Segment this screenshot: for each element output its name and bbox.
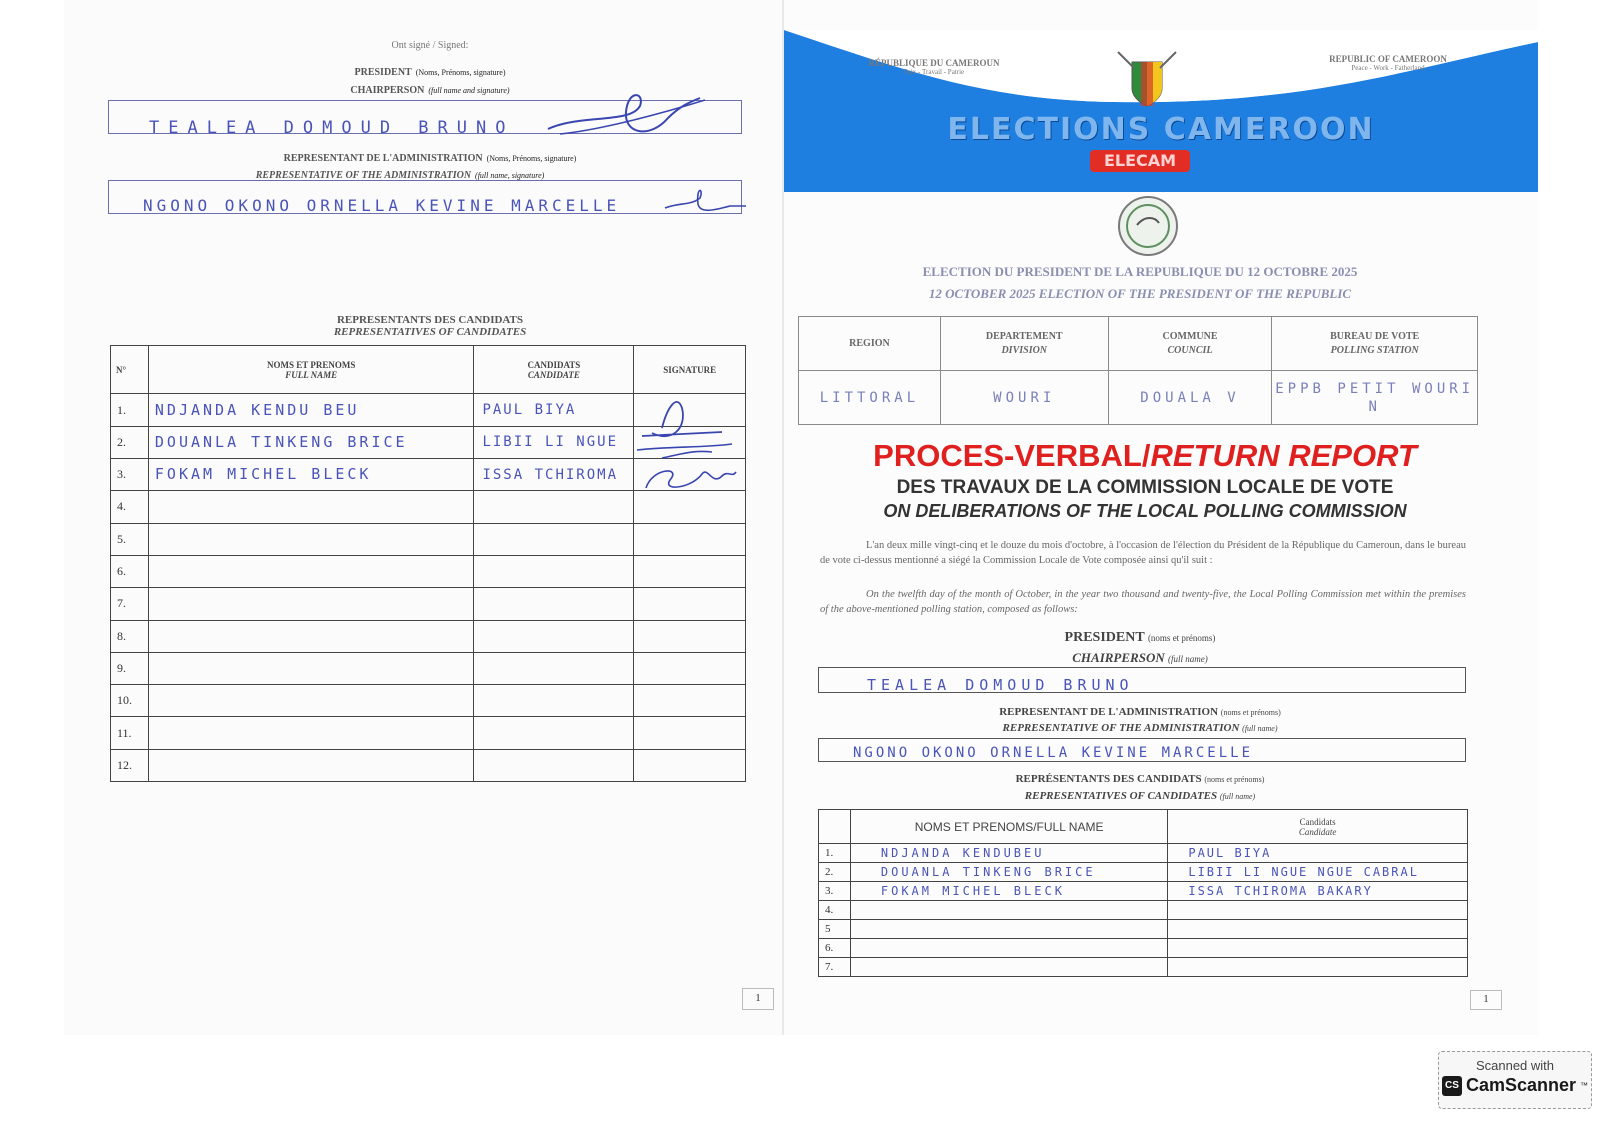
- location-header-en: DIVISION: [1001, 344, 1048, 356]
- row-number: 7.: [819, 958, 851, 977]
- watermark-line1: Scanned with: [1475, 1058, 1555, 1073]
- representative-name: [148, 555, 474, 587]
- right-th-cand-en: Candidate: [1298, 826, 1337, 837]
- org-name: ELECTIONS CAMEROON: [947, 112, 1375, 147]
- candidate-name-text: [474, 499, 482, 515]
- right-reps-fr: REPRÉSENTANTS DES CANDIDATS: [1015, 773, 1202, 785]
- header-left-motto: Paix - Travail - Patrie: [903, 68, 965, 76]
- intro-paragraph-fr: L'an deux mille vingt-cinq et le douze du mois d'octobre, à l'occasion de l'élection du Président de la République du Cameroun, dans le bureau de vote ci-dessus mentionné a siégé la Commission Locale de Vote composée ainsi qu'il suit :: [820, 540, 1466, 566]
- left-admin-fr-note: (Noms, Prénoms, signature): [486, 154, 577, 163]
- row-number: 2.: [111, 426, 149, 458]
- camscanner-watermark: [1438, 1051, 1592, 1109]
- table-row: [819, 939, 1468, 958]
- candidate-name-text: LIBII LI NGUE NGUE CABRAL: [1188, 865, 1419, 879]
- left-admin-en: REPRESENTATIVE OF THE ADMINISTRATION: [255, 170, 472, 181]
- representative-name: [148, 620, 474, 652]
- representative-name: [148, 394, 474, 426]
- candidate-name: [1168, 844, 1468, 863]
- row-number: 4.: [111, 491, 149, 523]
- row-number: 5: [819, 920, 851, 939]
- right-admin-en: REPRESENTATIVE OF THE ADMINISTRATION: [1002, 722, 1240, 734]
- table-row: [111, 652, 746, 684]
- table-row: [111, 523, 746, 555]
- left-th-name: [148, 346, 474, 394]
- right-th-name: NOMS ET PRENOMS/FULL NAME: [850, 810, 1167, 844]
- president-signature-icon: [540, 84, 710, 144]
- left-president-fr-note: (Noms, Prénoms, signature): [415, 68, 506, 77]
- signature-cell: [634, 717, 746, 749]
- org-acronym: ELECAM: [1090, 150, 1190, 172]
- candidate-name: [474, 620, 634, 652]
- left-th-num: N°: [111, 346, 149, 394]
- signature-cell: [634, 588, 746, 620]
- representative-name: [148, 652, 474, 684]
- location-header-row: [799, 317, 1478, 371]
- report-subtitle-fr: DES TRAVAUX DE LA COMMISSION LOCALE DE VOTE: [896, 477, 1394, 498]
- representative-name-text: [851, 903, 881, 917]
- right-th-candidate: [1168, 810, 1468, 844]
- candidate-name: [474, 685, 634, 717]
- left-president-name: TEALEA DOMOUD BRUNO: [149, 118, 515, 138]
- representative-name-text: [851, 960, 881, 974]
- left-admin-name: NGONO OKONO ORNELLA KEVINE MARCELLE: [143, 196, 621, 215]
- representative-name: [850, 863, 1167, 882]
- row-number: 6.: [111, 555, 149, 587]
- election-title-fr: ELECTION DU PRESIDENT DE LA REPUBLIQUE DU 12 OCTOBRE 2025: [922, 264, 1358, 279]
- election-title-en: 12 OCTOBER 2025 ELECTION OF THE PRESIDENT OF THE REPUBLIC: [928, 286, 1352, 301]
- table-row: [111, 685, 746, 717]
- table-row: [111, 717, 746, 749]
- candidate-name: [474, 426, 634, 458]
- location-header: [1108, 317, 1272, 371]
- representative-name: [850, 901, 1167, 920]
- right-reps-heading: [840, 773, 1440, 785]
- row-number: 8.: [111, 620, 149, 652]
- location-value-text: DOUALA V: [1140, 389, 1240, 406]
- representative-name: [148, 749, 474, 781]
- table-row: [819, 958, 1468, 977]
- location-header-fr: REGION: [849, 337, 890, 349]
- header-right-block: [1298, 54, 1478, 72]
- location-header: [1272, 317, 1478, 371]
- candidate-name-text: [474, 725, 482, 741]
- right-admin-name: NGONO OKONO ORNELLA KEVINE MARCELLE: [853, 745, 1254, 761]
- table-row: [819, 920, 1468, 939]
- left-reps-title: [230, 314, 630, 338]
- row-number: 6.: [819, 939, 851, 958]
- right-reps-en: REPRESENTATIVES OF CANDIDATES: [1024, 790, 1218, 802]
- signed-label: Ont signé / Signed:: [391, 40, 469, 51]
- location-value: [1108, 371, 1272, 425]
- right-th-cand-fr: Candidats: [1299, 816, 1336, 827]
- candidate-name: [474, 652, 634, 684]
- right-president-fr-note: (noms et prénoms): [1147, 633, 1216, 643]
- right-table-header-row: [819, 810, 1468, 844]
- table-row: [819, 882, 1468, 901]
- candidate-name-text: [1168, 960, 1188, 974]
- representative-name: [148, 717, 474, 749]
- representative-name: [148, 685, 474, 717]
- left-admin-name-box: [108, 180, 742, 214]
- right-reps-en-note: (full name): [1219, 792, 1256, 801]
- candidate-name-text: [1168, 903, 1188, 917]
- left-th-cand-en: CANDIDATE: [527, 369, 580, 380]
- left-admin-heading: [150, 148, 710, 166]
- location-header: [799, 317, 941, 371]
- representative-name-text: [149, 497, 155, 515]
- right-candidates-table: [818, 809, 1468, 977]
- location-value-text: WOURI: [993, 389, 1056, 406]
- row-number: 10.: [111, 685, 149, 717]
- representative-name-text: [149, 562, 155, 580]
- table-row: [111, 555, 746, 587]
- left-page-number: 1: [742, 988, 774, 1010]
- report-title-fr: PROCES-VERBAL/: [873, 438, 1151, 473]
- candidate-name-text: [474, 660, 482, 676]
- row-number: 7.: [111, 588, 149, 620]
- candidate-name: [474, 523, 634, 555]
- location-value-text: LITTORAL: [819, 389, 920, 406]
- row-number: 9.: [111, 652, 149, 684]
- candidate-name: [474, 491, 634, 523]
- location-table: [798, 316, 1478, 425]
- left-th-candidate: [474, 346, 634, 394]
- candidate-name-text: ISSA TCHIROMA: [482, 466, 619, 483]
- report-subtitle-en: ON DELIBERATIONS OF THE LOCAL POLLING COMMISSION: [883, 501, 1407, 521]
- signature-cell: [634, 555, 746, 587]
- row-number: 5.: [111, 523, 149, 555]
- candidate-name-text: [1168, 922, 1188, 936]
- right-admin-name-box: [818, 738, 1466, 762]
- right-admin-fr-note: (noms et prénoms): [1220, 708, 1281, 717]
- right-reps-en-heading: [840, 790, 1440, 802]
- row-number: 11.: [111, 717, 149, 749]
- representative-name-text: [149, 594, 155, 612]
- candidate-name: [474, 588, 634, 620]
- representative-name-text: DOUANLA TINKENG BRICE: [154, 432, 408, 451]
- location-header-fr: COMMUNE: [1162, 330, 1218, 342]
- right-president-en-note: (full name): [1167, 654, 1208, 664]
- representative-name: [850, 882, 1167, 901]
- representative-name: [148, 426, 474, 458]
- representative-name-text: DOUANLA TINKENG BRICE: [880, 865, 1096, 879]
- left-reps-title-fr: REPRESENTANTS DES CANDIDATS: [336, 314, 524, 326]
- location-values-row: [799, 371, 1478, 425]
- row-number: 12.: [111, 749, 149, 781]
- row-number: 1.: [819, 844, 851, 863]
- candidate-name: [1168, 939, 1468, 958]
- left-president-en-note: (full name and signature): [428, 86, 510, 95]
- left-th-name-en: FULL NAME: [285, 369, 338, 380]
- candidate-name: [474, 749, 634, 781]
- candidate-name-text: [474, 757, 482, 773]
- location-value: [799, 371, 941, 425]
- left-reps-title-en: REPRESENTATIVES OF CANDIDATES: [333, 326, 527, 338]
- location-value: [940, 371, 1108, 425]
- location-value-text: EPPB PETIT WOURI N: [1275, 380, 1475, 415]
- candidate-name: [474, 717, 634, 749]
- representative-name: [148, 588, 474, 620]
- representative-name: [148, 459, 474, 491]
- representative-name-text: FOKAM MICHEL BLECK: [880, 884, 1065, 898]
- representative-name-text: NDJANDA KENDUBEU: [880, 846, 1045, 860]
- header-right-motto: Peace - Work - Fatherland: [1351, 64, 1425, 72]
- left-th-cand-fr: CANDIDATS: [527, 359, 581, 370]
- signature-cell: [634, 620, 746, 652]
- candidate-signatures-icon: [632, 388, 744, 500]
- report-title-en: RETURN REPORT: [1150, 438, 1417, 473]
- right-admin-en-heading: [840, 722, 1440, 734]
- representative-name: [850, 844, 1167, 863]
- row-number: 4.: [819, 901, 851, 920]
- left-president-fr: PRESIDENT: [354, 67, 412, 78]
- representative-name-text: [149, 530, 155, 548]
- representative-name: [148, 523, 474, 555]
- representative-name: [850, 920, 1167, 939]
- candidate-name: [474, 459, 634, 491]
- candidate-name-text: [474, 564, 482, 580]
- candidate-name: [1168, 882, 1468, 901]
- location-header-en: COUNCIL: [1167, 344, 1213, 356]
- row-number: 3.: [111, 459, 149, 491]
- table-row: [819, 863, 1468, 882]
- representative-name: [850, 939, 1167, 958]
- location-header-fr: DEPARTEMENT: [985, 330, 1063, 342]
- candidate-name-text: PAUL BIYA: [482, 402, 577, 419]
- table-row: [111, 620, 746, 652]
- candidate-name: [1168, 901, 1468, 920]
- watermark-brand: CamScanner: [1465, 1075, 1577, 1095]
- candidate-name-text: [474, 693, 482, 709]
- watermark-tm: ™: [1580, 1081, 1589, 1090]
- report-title: [800, 438, 1490, 474]
- right-admin-heading: [840, 706, 1440, 718]
- right-admin-en-note: (full name): [1242, 724, 1278, 733]
- table-row: [819, 901, 1468, 920]
- right-president-name: TEALEA DOMOUD BRUNO: [867, 676, 1134, 694]
- location-header-fr: BUREAU DE VOTE: [1330, 330, 1420, 342]
- right-page-number: 1: [1470, 990, 1502, 1010]
- row-number: 1.: [111, 394, 149, 426]
- candidate-name-text: [1168, 941, 1188, 955]
- signature-cell: [634, 749, 746, 781]
- left-table-header-row: [111, 346, 746, 394]
- row-number: 2.: [819, 863, 851, 882]
- left-president-heading: [200, 62, 660, 80]
- header-left-title: RÉPUBLIQUE DU CAMEROUN: [868, 58, 1000, 68]
- watermark-brand-row: [1439, 1075, 1591, 1096]
- signature-cell: [634, 652, 746, 684]
- left-admin-fr: REPRESENTANT DE L'ADMINISTRATION: [283, 153, 483, 164]
- right-president-name-box: [818, 667, 1466, 693]
- candidate-name-text: PAUL BIYA: [1188, 846, 1272, 860]
- candidate-name-text: [474, 628, 482, 644]
- candidate-name-text: [474, 531, 482, 547]
- right-president-heading: [940, 630, 1340, 646]
- location-header: [940, 317, 1108, 371]
- row-number: 3.: [819, 882, 851, 901]
- header-right-title: REPUBLIC OF CAMEROON: [1329, 54, 1447, 64]
- representative-name-text: [149, 724, 155, 742]
- right-reps-fr-note: (noms et prénoms): [1204, 775, 1265, 784]
- signature-cell: [634, 685, 746, 717]
- representative-name-text: NDJANDA KENDU BEU: [154, 400, 360, 419]
- candidate-name: [474, 394, 634, 426]
- intro-paragraph-en: On the twelfth day of the month of October, in the year two thousand and twenty-five, the Local Polling Commission met within the premises of the above-mentioned polling station, composed as follows:: [820, 589, 1466, 615]
- representative-name-text: [149, 691, 155, 709]
- candidate-name: [1168, 958, 1468, 977]
- representative-name-text: [149, 627, 155, 645]
- coat-of-arms-icon: [1112, 48, 1182, 110]
- elecam-seal-icon: [1115, 195, 1181, 257]
- left-th-name-fr: NOMS ET PRENOMS: [267, 359, 356, 370]
- elecam-banner: [784, 30, 1538, 192]
- location-value: [1272, 371, 1478, 425]
- candidate-name-text: [474, 596, 482, 612]
- representative-name-text: [851, 922, 881, 936]
- candidate-name: [474, 555, 634, 587]
- candidate-name: [1168, 863, 1468, 882]
- right-th-num: [819, 810, 851, 844]
- left-admin-en-note: (full name, signature): [475, 171, 545, 180]
- left-th-signature: SIGNATURE: [634, 346, 746, 394]
- location-header-en: POLLING STATION: [1330, 344, 1419, 356]
- representative-name: [148, 491, 474, 523]
- admin-signature-icon: [660, 180, 750, 216]
- right-president-fr: PRESIDENT: [1064, 630, 1145, 645]
- representative-name-text: [149, 756, 155, 774]
- table-row: [111, 588, 746, 620]
- right-president-en: CHAIRPERSON: [1072, 650, 1165, 665]
- signature-cell: [634, 523, 746, 555]
- representative-name-text: [851, 941, 881, 955]
- camscanner-logo-icon: CS: [1442, 1076, 1462, 1096]
- table-row: [819, 844, 1468, 863]
- candidate-name-text: ISSA TCHIROMA BAKARY: [1188, 884, 1373, 898]
- candidate-name: [1168, 920, 1468, 939]
- representative-name-text: FOKAM MICHEL BLECK: [154, 465, 372, 484]
- candidate-name-text: LIBII LI NGUE: [482, 434, 619, 451]
- right-admin-fr: REPRESENTANT DE L'ADMINISTRATION: [999, 706, 1219, 718]
- right-chairperson-heading: [940, 650, 1340, 666]
- left-president-en: CHAIRPERSON: [350, 85, 425, 96]
- table-row: [111, 749, 746, 781]
- representative-name-text: [149, 659, 155, 677]
- header-left-block: [844, 58, 1024, 76]
- representative-name: [850, 958, 1167, 977]
